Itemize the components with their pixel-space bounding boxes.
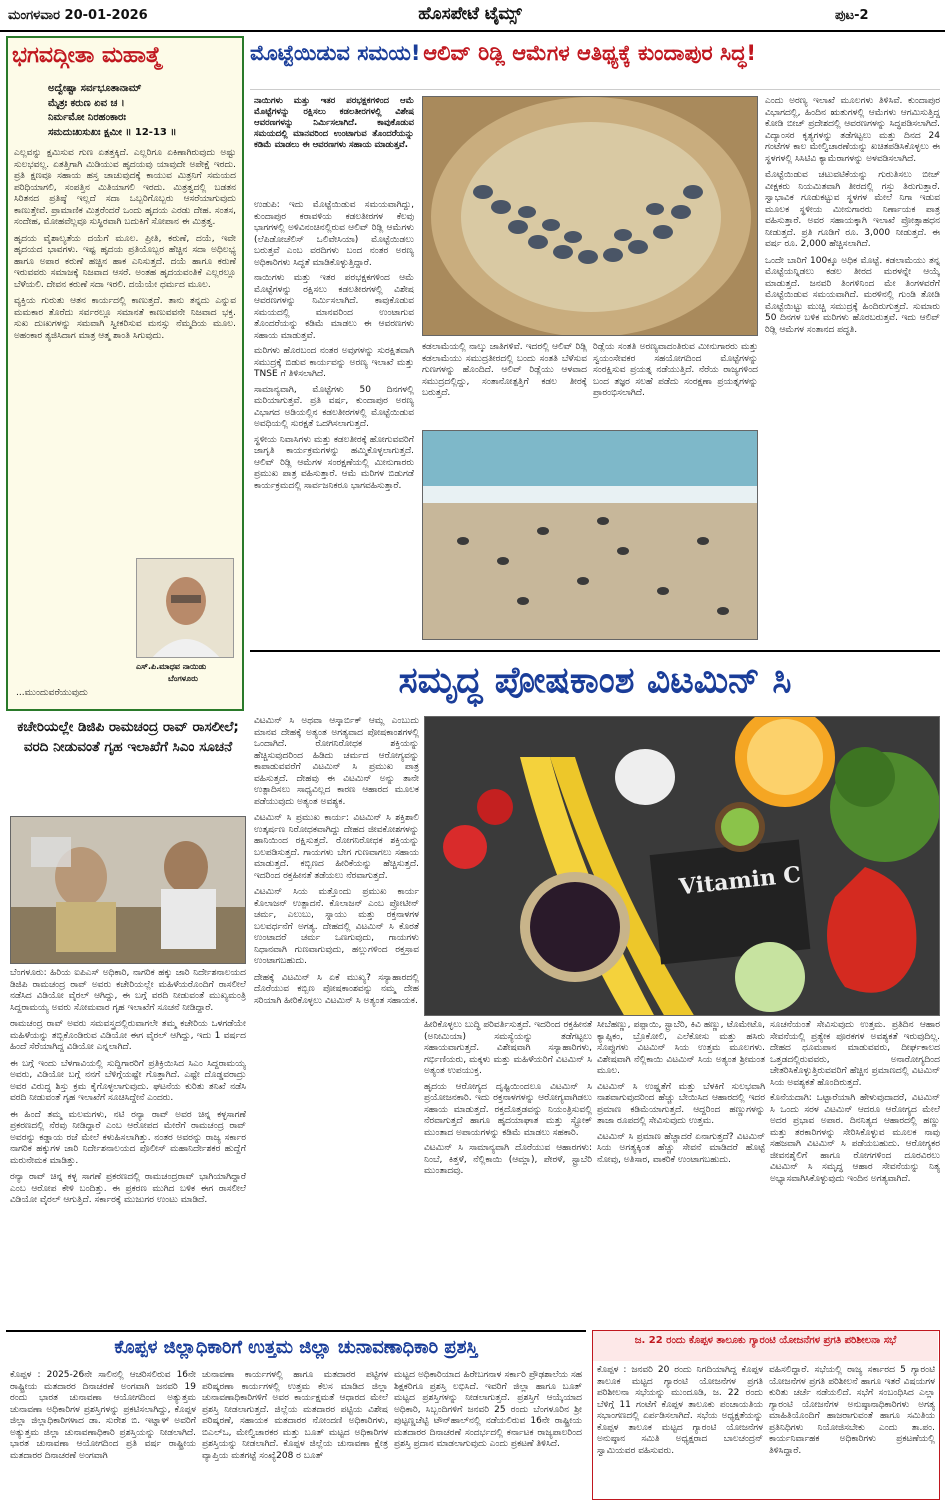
author-name: ಎಸ್.ಪಿ.ಮಾಧವ ನಾಯಿಡು [136, 662, 207, 671]
issue-date: ಮಂಗಳವಾರ 20-01-2026 [8, 8, 148, 23]
turtle-col4: ಎಂದು ಅರಣ್ಯ ಇಲಾಖೆ ಮೂಲಗಳು ತಿಳಿಸಿವೆ. ಕುಂದಾಪುರ ವಿಭಾಗದಲ್ಲಿ, ಹಿಂದಿನ ಋತುಗಳಲ್ಲಿ ಆಮೆಗಳು ಆಗಮಿಸುತ್ತಿದ್ದ ಕೋಡಿ ಬೀಚ್ ಪ್ರದೇಶದಲ್ಲಿ ಆವರಣಗಳನ್ನು ಸಿದ್ಧಪಡಿಸಲಾಗಿದೆ. ವಿದ್ಯಾಂಸರ ಕೃತ್ಯಗಳನ್ನು ತಡೆಗಟ್ಟಲು ಮತ್ತು ದಿನದ 24 ಗಂಟೆಗಳ ಕಾಲ ಮೇಲ್ವಿಚಾರಣೆಯನ್ನು ಖಚಿತಪಡಿಸಿಕೊಳ್ಳಲು ಈ ಸ್ಥಳಗಳಲ್ಲಿ ಸಿಸಿಟಿವಿ ಕ್ಯಾಮೆರಾಗಳನ್ನು ಅಳವಡಿಸಲಾಗಿದೆ. ಮೊಟ್ಟೆಯಿಡುವ ಚಟುವಟಿಕೆಯನ್ನು ಗುರುತಿಸಲು ಬೀಚ್ ವೀಕ್ಷಕರು ನಿಯಮಿತವಾಗಿ ತೀರದಲ್ಲಿ ಗಸ್ತು ತಿರುಗುತ್ತಾರೆ. ಸ್ವಾಭಾವಿಕ ಗೂಡುಕಟ್ಟುವ ಸ್ಥಳಗಳ ಮೇಲೆ ನಿಗಾ ಇಡುವ ಮೂಲಕ ಸ್ಥಳೀಯ ಮೀನುಗಾರರು ನಿರ್ಣಾಯಕ ಪಾತ್ರ ವಹಿಸುತ್ತಾರೆ. ಅವರ ಸಹಾಯಕ್ಕಾಗಿ ಇಲಾಖೆ ಪ್ರೋತ್ಸಾಹಧನ ನೀಡುತ್ತದೆ. ಪ್ರತಿ ಗೂಡಿಗೆ ರೂ. 3,000 ನೀಡುತ್ತದೆ. ಈ ವರ್ಷ ರೂ. 2,000 ಹೆಚ್ಚಿಸಲಾಗಿದೆ. ಒಂದೇ ಬಾರಿಗೆ 100ಕ್ಕೂ ಅಧಿಕ ಮೊಟ್ಟೆ. ಕಡಲಾಮೆಯು ತನ್ನ ಮೊಟ್ಟೆಯನ್ನಿಡಲು ಕಡಲ ತೀರದ ಮರಳನ್ನೇ ಆಯ್ಕೆ ಮಾಡುತ್ತದೆ. ಜನವರಿ ತಿಂಗಳಿನಿಂದ ಮೇ ತಿಂಗಳವರೆಗೆ ಮೊಟ್ಟೆಯಿಡುವ ಸಮಯವಾಗಿದೆ. ಮರಳಿನಲ್ಲಿ ಗುಂಡಿ ತೋಡಿ ಮೊಟ್ಟೆಯಿಟ್ಟು ಮುಚ್ಚಿ ಸಮುದ್ರಕ್ಕೆ ಹಿಂದಿರುಗುತ್ತದೆ. ಸುಮಾರು 50 ದಿನಗಳ ಬಳಿಕ ಮರಿಗಳು ಹೊರಬರುತ್ತವೆ. ಇದು ಆಲಿವ್ ರಿಡ್ಲಿ ಆಮೆಗಳ ಸಂತಾನದ ಪದ್ಧತಿ. [765, 96, 940, 335]
turtle-col3: ರಿಡ್ಲೆಯ ಸಂತತಿ ಅರಣ್ಯವಾದಂತಿರುವ ಮೀನುಗಾರರು ಮತ್ತು ಸ್ವಯಂಸೇವಕರ ಸಹಯೋಗದಿಂದ ಮೊಟ್ಟೆಗಳನ್ನು ಸಂರಕ್ಷಿಸುವ ಪ್ರಯತ್ನ ನಡೆಯುತ್ತಿದೆ. ನೆರೆಯ ರಾಜ್ಯಗಳಿಂದ ಬಂದ ತಜ್ಞರ ಸಲಹೆ ಪಡೆದು ಸಂರಕ್ಷಣಾ ಪ್ರಯತ್ನಗಳನ್ನು ಪ್ರಾರಂಭಿಸಲಾಗಿದೆ. [593, 342, 758, 399]
gita-paragraph: ವ್ಯಕ್ತಿಯ ಗುರುತು ಆತನ ಕಾರ್ಯದಲ್ಲಿ ಕಾಣುತ್ತದೆ. ತಾನು ತನ್ನದು ಎನ್ನುವ ಮಮಕಾರ ತೊರೆದು ಸರ್ವರಲ್ಲೂ ಸಮಾನತೆ ಕಾಣುವವನೇ ನಿಜವಾದ ಭಕ್ತ. ಸುಖ ದುಃಖಗಳನ್ನು ಸಮವಾಗಿ ಸ್ವೀಕರಿಸುವ ಮನಸ್ಸು ನೆಮ್ಮದಿಯ ಮೂಲ. ಅಹಂಕಾರ ತ್ಯಜಿಸಿದಾಗ ಮಾತ್ರ ಆತ್ಮ ಶಾಂತಿ ಸಿಗುವುದು. [14, 296, 236, 341]
vitamin-photo [424, 716, 940, 1016]
author-photo [136, 558, 234, 658]
gita-title: ಭಗವದ್ಗೀತಾ ಮಹಾತ್ಮೆ [12, 43, 162, 68]
turtle-col1: ಉಡುಪಿ: ಇದು ಮೊಟ್ಟೆಯಿಡುವ ಸಮಯವಾಗಿದ್ದು, ಕುಂದಾಪುರ ಕರಾವಳಿಯ ಕಡಲತೀರಗಳ ಕೆಲವು ಭಾಗಗಳಲ್ಲಿ ಅಳಿವಿನಂಚಿನಲ್ಲಿರುವ ಆಲಿವ್ ರಿಡ್ಲಿ ಆಮೆಗಳು (ಲೆಪಿಡೋಚೆಲಿಸ್ ಒಲಿವೇಸಿಯಾ) ಮೊಟ್ಟೆಯಿಡಲು ಬರುತ್ತವೆ ಎಂಬ ವರದಿಗಳು ಬಂದ ನಂತರ ಅರಣ್ಯ ಅಧಿಕಾರಿಗಳು ಸಿದ್ಧತೆ ಮಾಡಿಕೊಳ್ಳುತ್ತಿದ್ದಾರೆ. ನಾಯಿಗಳು ಮತ್ತು ಇತರ ಪರಭಕ್ಷಕಗಳಿಂದ ಆಮೆ ಮೊಟ್ಟೆಗಳನ್ನು ರಕ್ಷಿಸಲು ಕಡಲತೀರಗಳಲ್ಲಿ ವಿಶೇಷ ಆವರಣಗಳನ್ನು ನಿರ್ಮಿಸಲಾಗಿದೆ. ಕಾವುಕೊಡುವ ಸಮಯದಲ್ಲಿ ಮಾನವರಿಂದ ಉಂಟಾಗುವ ತೊಂದರೆಯನ್ನು ಕಡಿಮೆ ಮಾಡಲು ಈ ಆವರಣಗಳು ಸಹಾಯ ಮಾಡುತ್ತವೆ. ಮರಿಗಳು ಹೊರಬಂದ ನಂತರ ಅವುಗಳನ್ನು ಸುರಕ್ಷಿತವಾಗಿ ಸಮುದ್ರಕ್ಕೆ ಬಿಡುವ ಕಾರ್ಯವನ್ನು ಅರಣ್ಯ ಇಲಾಖೆ ಮತ್ತು TNSE ಗೆ ತಿಳಿಸಲಾಗಿದೆ. ಸಾಮಾನ್ಯವಾಗಿ, ಮೊಟ್ಟೆಗಳು 50 ದಿನಗಳಲ್ಲಿ ಮರಿಯಾಗುತ್ತವೆ. ಪ್ರತಿ ವರ್ಷ, ಕುಂದಾಪುರ ಅರಣ್ಯ ವಿಭಾಗದ ಅಡಿಯಲ್ಲಿನ ಕಡಲತೀರಗಳಲ್ಲಿ ಮೊಟ್ಟೆಯಿಡುವ ಅವಧಿಯಲ್ಲಿ ಸುರಕ್ಷತೆ ಒದಗಿಸಲಾಗುತ್ತದೆ. ಸ್ಥಳೀಯ ನಿವಾಸಿಗಳು ಮತ್ತು ಕಡಲತೀರಕ್ಕೆ ಹೋಗುವವರಿಗೆ ಜಾಗೃತಿ ಕಾರ್ಯಕ್ರಮಗಳನ್ನು ಹಮ್ಮಿಕೊಳ್ಳಲಾಗುತ್ತದೆ. ಆಲಿವ್ ರಿಡ್ಲಿ ಆಮೆಗಳ ಸಂರಕ್ಷಣೆಯಲ್ಲಿ ಮೀನುಗಾರರು ಪ್ರಮುಖ ಪಾತ್ರ ವಹಿಸುತ್ತಾರೆ. ಆಮೆ ಮರಿಗಳ ಬಿಡುಗಡೆ ಕಾರ್ಯಕ್ರಮದಲ್ಲಿ ಸಾರ್ವಜನಿಕರೂ ಭಾಗವಹಿಸುತ್ತಾರೆ. [254, 200, 414, 491]
turtle-beach-icon [423, 431, 758, 640]
award-col1: ಕೊಪ್ಪಳ : 2025-26ನೇ ಸಾಲಿನಲ್ಲಿ ಆಚರಿಸಲಿರುವ 16ನೇ ರಾಷ್ಟ್ರೀಯ ಮತದಾರರ ದಿನಾಚರಣೆ ಅಂಗವಾಗಿ ಜನವರಿ 19 ರಂದು ಭಾರತ ಚುನಾವಣಾ ಆಯೋಗದಿಂದ ಅತ್ಯುತ್ತಮ ಚುನಾವಣಾ ಅಧಿಕಾರಿಗಳ ಪ್ರಶಸ್ತಿಗಳನ್ನು ಪ್ರಕಟಿಸಲಾಗಿದ್ದು, ಕೊಪ್ಪಳ ಜಿಲ್ಲಾ ಜಿಲ್ಲಾಧಿಕಾರಿಗಳಾದ ಡಾ. ಸುರೇಶ ಬಿ. ಇಟ್ನಾಳ್ ಅವರಿಗೆ ಅತ್ಯುತ್ತಮ ಜಿಲ್ಲಾ ಚುನಾವಣಾಧಿಕಾರಿ ಪ್ರಶಸ್ತಿಯನ್ನು ನೀಡಲಾಗಿದೆ. ಭಾರತ ಚುನಾವಣಾ ಆಯೋಗದಿಂದ ಪ್ರತಿ ವರ್ಷ ರಾಷ್ಟ್ರೀಯ ಮತದಾರರ ದಿನಾಚರಣೆ ಅಂಗವಾಗಿ [10, 1370, 196, 1461]
award-col3: ಮಟ್ಟದ ಅಧಿಕಾರಿಯಾದ ಹಿರೇಬಗನಾಳ ಸರ್ಕಾರಿ ಪ್ರೌಢಶಾಲೆಯ ಸಹ ಶಿಕ್ಷಕರಿಗೂ ಪ್ರಶಸ್ತಿ ಲಭಿಸಿದೆ. ಇವರಿಗೆ ಜಿಲ್ಲಾ ಹಾಗೂ ಬೂತ್ ಮಟ್ಟದ ಪ್ರಶಸ್ತಿಗಳನ್ನು ನೀಡಲಾಗುತ್ತದೆ. ಪ್ರಶಸ್ತಿಗೆ ಆಯ್ಕೆಯಾದ ಅಧಿಕಾರಿ, ಸಿಬ್ಬಂದಿಗಳಿಗೆ ಜನವರಿ 25 ರಂದು ಬೆಂಗಳೂರಿನ ಶ್ರೀ ಪುಟ್ಟಣ್ಣಚೆಟ್ಟಿ ಟೌನ್‌ಹಾಲ್‌ನಲ್ಲಿ ನಡೆಯಲಿರುವ 16ನೇ ರಾಷ್ಟ್ರೀಯ ಮತದಾರರ ದಿನಾಚರಣೆ ಸಂದರ್ಭದಲ್ಲಿ ಕರ್ನಾಟಕ ರಾಜ್ಯಪಾಲರಿಂದ ಪ್ರಶಸ್ತಿ ಪ್ರದಾನ ಮಾಡಲಾಗುವುದು ಎಂದು ಪ್ರಕಟಣೆ ತಿಳಿಸಿದೆ. [394, 1370, 582, 1450]
police-body: ಬೆಂಗಳೂರು: ಹಿರಿಯ ಐಪಿಎಸ್ ಅಧಿಕಾರಿ, ನಾಗರಿಕ ಹಕ್ಕು ಜಾರಿ ನಿರ್ದೇಶನಾಲಯದ ಡಿಜಿಪಿ ರಾಮಚಂದ್ರ ರಾವ್ ಅವರು ಕಚೇರಿಯಲ್ಲೇ ಮಹಿಳೆಯರೊಂದಿಗೆ ರಾಸಲೀಲೆ ನಡೆಸಿದ ವಿಡಿಯೋ ವೈರಲ್ ಆಗಿದ್ದು, ಈ ಬಗ್ಗೆ ವರದಿ ನೀಡುವಂತೆ ಮುಖ್ಯಮಂತ್ರಿ ಸಿದ್ದರಾಮಯ್ಯ ಅವರು ಸೋಮವಾರ ಗೃಹ ಇಲಾಖೆಗೆ ಸೂಚನೆ ನೀಡಿದ್ದಾರೆ. ರಾಮಚಂದ್ರ ರಾವ್ ಅವರು ಸಮವಸ್ತ್ರದಲ್ಲಿರುವಾಗಲೇ ತಮ್ಮ ಕಚೇರಿಯ ಒಳಗಡೆಯೇ ಮಹಿಳೆಯನ್ನು ತಬ್ಬಿಕೊಂಡಿರುವ ವಿಡಿಯೋ ಈಗ ವೈರಲ್ ಆಗಿದ್ದು, ಇದು 1 ವರ್ಷದ ಹಿಂದೆ ಸೆರೆಯಾಗಿದ್ದ ವಿಡಿಯೋ ಎನ್ನಲಾಗಿದೆ. ಈ ಬಗ್ಗೆ ಇಂದು ಬೆಳಗಾವಿಯಲ್ಲಿ ಸುದ್ದಿಗಾರರಿಗೆ ಪ್ರತಿಕ್ರಿಯಿಸಿದ ಸಿಎಂ ಸಿದ್ದರಾಮಯ್ಯ ಅವರು, ವಿಡಿಯೋ ಬಗ್ಗೆ ನನಗೆ ಬೆಳಿಗ್ಗೆಯಷ್ಟೇ ಗೊತ್ತಾಗಿದೆ. ಎಷ್ಟೇ ದೊಡ್ಡವರಾದ್ರು ಅವರ ವಿರುದ್ಧ ಶಿಸ್ತು ಕ್ರಮ ಕೈಗೊಳ್ಳಲಾಗುವುದು. ಘಟನೆಯ ಕುರಿತು ತನಿಖೆ ನಡೆಸಿ ವರದಿ ನೀಡುವಂತೆ ಗೃಹ ಇಲಾಖೆಗೆ ಸೂಚಿಸಿದ್ದೇನೆ ಎಂದರು. ಈ ಹಿಂದೆ ತಮ್ಮ ಮಲಮಗಳು, ನಟಿ ರನ್ಯಾ ರಾವ್ ಅವರ ಚಿನ್ನ ಕಳ್ಳಸಾಗಣೆ ಪ್ರಕರಣದಲ್ಲಿ ನೆರವು ನೀಡಿದ್ದಾರೆ ಎಂಬ ಆರೋಪದ ಮೇರೆಗೆ ರಾಮಚಂದ್ರ ರಾವ್ ಅವರನ್ನು ಕಡ್ಡಾಯ ರಜೆ ಮೇಲೆ ಕಳುಹಿಸಲಾಗಿತ್ತು. ನಂತರ ಅವರನ್ನು ರಾಜ್ಯ ಸರ್ಕಾರ ನಾಗರಿಕ ಹಕ್ಕುಗಳ ಜಾರಿ ನಿರ್ದೇಶನಾಲಯದ ಪೊಲೀಸ್ ಮಹಾನಿರ್ದೇಶಕರ ಹುದ್ದೆಗೆ ಮರುನೇಮಕ ಮಾಡಿತ್ತು. ರನ್ಯಾ ರಾವ್ ಚಿನ್ನ ಕಳ್ಳ ಸಾಗಣೆ ಪ್ರಕರಣದಲ್ಲಿ ರಾಮಚಂದ್ರರಾವ್ ಭಾಗಿಯಾಗಿದ್ದಾರೆ ಎಂಬ ಆರೋಪ ಕೇಳಿ ಬಂದಿತ್ತು. ಈ ಪ್ರಕರಣ ಮುಗಿದ ಬಳಿಕ ಈಗ ರಾಸಲೀಲೆ ವಿಡಿಯೋ ವೈರಲ್ ಆಗುತ್ತಿದೆ. ಸರ್ಕಾರಕ್ಕೆ ಮುಜುಗರ ಉಂಟು ಮಾಡಿದೆ. [10, 968, 246, 1206]
masthead-title: ಹೊಸಪೇಟೆ ಟೈಮ್ಸ್ [418, 4, 522, 24]
vitamin-left-col: ವಿಟಮಿನ್ ಸಿ ಅಥವಾ ಆಸ್ಕಾರ್ಬಿಕ್ ಆಮ್ಲ ಎಂಬುದು ಮಾನವ ದೇಹಕ್ಕೆ ಅತ್ಯಂತ ಅಗತ್ಯವಾದ ಪೋಷಕಾಂಶಗಳಲ್ಲಿ ಒಂದಾಗಿದೆ. ರೋಗನಿರೋಧಕ ಶಕ್ತಿಯನ್ನು ಹೆಚ್ಚಿಸುವುದರಿಂದ ಹಿಡಿದು ಚರ್ಮದ ಆರೋಗ್ಯವನ್ನು ಕಾಪಾಡುವವರೆಗೆ ವಿಟಮಿನ್ ಸಿ ಪ್ರಮುಖ ಪಾತ್ರ ವಹಿಸುತ್ತದೆ. ದೇಹವು ಈ ವಿಟಮಿನ್ ಅನ್ನು ತಾನೇ ಉತ್ಪಾದಿಸಲು ಸಾಧ್ಯವಿಲ್ಲದ ಕಾರಣ ಆಹಾರದ ಮೂಲಕ ಪಡೆಯುವುದು ಅತ್ಯಂತ ಅವಶ್ಯಕ. ವಿಟಮಿನ್ ಸಿ ಪ್ರಮುಖ ಕಾರ್ಯ: ವಿಟಮಿನ್ ಸಿ ಶಕ್ತಿಶಾಲಿ ಉತ್ಕರ್ಷಣ ನಿರೋಧಕವಾಗಿದ್ದು ದೇಹದ ಜೀವಕೋಶಗಳನ್ನು ಹಾನಿಯಿಂದ ರಕ್ಷಿಸುತ್ತದೆ. ರೋಗನಿರೋಧಕ ಶಕ್ತಿಯನ್ನು ಬಲಪಡಿಸುತ್ತದೆ. ಗಾಯಗಳು ಬೇಗ ಗುಣವಾಗಲು ಸಹಾಯ ಮಾಡುತ್ತದೆ. ಕಬ್ಬಿಣದ ಹೀರಿಕೆಯನ್ನು ಹೆಚ್ಚಿಸುತ್ತದೆ. ಇದರಿಂದ ರಕ್ತಹೀನತೆ ತಡೆಯಲು ನೆರವಾಗುತ್ತದೆ. ವಿಟಮಿನ್ ಸಿಯ ಮತ್ತೊಂದು ಪ್ರಮುಖ ಕಾರ್ಯ ಕೊಲಾಜನ್ ಉತ್ಪಾದನೆ. ಕೊಲಾಜನ್ ಎಂಬ ಪ್ರೋಟೀನ್ ಚರ್ಮ, ಎಲುಬು, ಸ್ನಾಯು ಮತ್ತು ರಕ್ತನಾಳಗಳ ಬಲವರ್ಧನೆಗೆ ಅಗತ್ಯ. ದೇಹದಲ್ಲಿ ವಿಟಮಿನ್ ಸಿ ಕೊರತೆ ಉಂಟಾದರೆ ಚರ್ಮ ಒಣಗುವುದು, ಗಾಯಗಳು ನಿಧಾನವಾಗಿ ಗುಣವಾಗುವುದು, ಹಲ್ಲುಗಳಿಂದ ರಕ್ತಸ್ರಾವ ಉಂಟಾಗಬಹುದು. ದೇಹಕ್ಕೆ ವಿಟಮಿನ್ ಸಿ ಏಕೆ ಮುಖ್ಯ? ಸಸ್ಯಾಹಾರದಲ್ಲಿ ದೊರೆಯುವ ಕಬ್ಬಿಣ ಪೋಷಕಾಂಶವನ್ನು ನಮ್ಮ ದೇಹ ಸರಿಯಾಗಿ ಹೀರಿಕೊಳ್ಳಲು ವಿಟಮಿನ್ ಸಿ ಅತ್ಯಂತ ಸಹಾಯಕ. [254, 716, 419, 1006]
award-col2: ಚುನಾವಣಾ ಕಾರ್ಯಗಳಲ್ಲಿ ಹಾಗೂ ಮತದಾರರ ಪಟ್ಟಿಗಳ ಪರಿಷ್ಕರಣಾ ಕಾರ್ಯಗಳಲ್ಲಿ ಉತ್ತಮ ಕೆಲಸ ಮಾಡಿದ ಜಿಲ್ಲಾ ಚುನಾವಣಾಧಿಕಾರಿಗಳಿಗೆ ಅವರ ಕಾರ್ಯಕ್ಷಮತೆ ಆಧಾರದ ಮೇಲೆ ಪ್ರಶಸ್ತಿ ನೀಡಲಾಗುತ್ತದೆ. ಜಿಲ್ಲೆಯ ಮತದಾರರ ಪಟ್ಟಿಯ ವಿಶೇಷ ಪರಿಷ್ಕರಣೆ, ಸಹಾಯಕ ಮತದಾರರ ನೋಂದಣಿ ಅಧಿಕಾರಿಗಳು, ಬಿಎಲ್‌ಒ, ಮೇಲ್ವಿಚಾರಕರ ಮತ್ತು ಬೂತ್ ಮಟ್ಟದ ಅಧಿಕಾರಿಗಳ ಪ್ರಶಸ್ತಿಯನ್ನು ನೀಡಲಾಗಿದೆ. ಕೊಪ್ಪಳ ಜಿಲ್ಲೆಯ ಚುನಾವಣಾ ಕ್ಷೇತ್ರ ವ್ಯಾಪ್ತಿಯ ಮತಗಟ್ಟೆ ಸಂಖ್ಯೆ208 ರ ಬೂತ್ [202, 1370, 388, 1461]
turtle-basket-icon [423, 97, 758, 336]
page-number: ಪುಟ-2 [835, 8, 869, 23]
turtle-headline-a: ಮೊಟ್ಟೆಯಿಡುವ ಸಮಯ! [250, 41, 421, 65]
turtle-col2: ಕಡಲಾಮೆಯಲ್ಲಿ ನಾಲ್ಕು ಜಾತಿಗಳಿವೆ. ಇದರಲ್ಲಿ ಆಲಿವ್ ರಿಡ್ಲಿ ಕಡಲಾಮೆಯು ಸಮುದ್ರತೀರದಲ್ಲಿ ಬಂದು ಸಂತತಿ ಬೆಳೆಸುವ ಗುಣಗಳನ್ನು ಹೊಂದಿದೆ. ಆಲಿವ್ ರಿಡ್ಲೆಯು ಆಳವಾದ ಸಮುದ್ರದಲ್ಲಿದ್ದು, ಸಂತಾನೋತ್ಪತ್ತಿಗೆ ಕಡಲ ತೀರಕ್ಕೆ ಬರುತ್ತದೆ. [422, 342, 587, 399]
fruits-vegetables-icon [425, 717, 940, 1016]
turtle-deck: ನಾಯಿಗಳು ಮತ್ತು ಇತರ ಪರಭಕ್ಷಕಗಳಿಂದ ಆಮೆ ಮೊಟ್ಟೆಗಳನ್ನು ರಕ್ಷಿಸಲು ಕಡಲತೀರಗಳಲ್ಲಿ ವಿಶೇಷ ಆವರಣಗಳನ್ನು ನಿರ್ಮಿಸಲಾಗಿದೆ. ಕಾವುಕೊಡುವ ಸಮಯದಲ್ಲಿ ಮಾನವರಿಂದ ಉಂಟಾಗುವ ತೊಂದರೆಯನ್ನು ಕಡಿಮೆ ಮಾಡಲು ಈ ಆವರಣಗಳು ಸಹಾಯ ಮಾಡುತ್ತವೆ. [254, 96, 414, 150]
guarantee-box [592, 1330, 940, 1500]
vitamin-col2: ಸೀಬೆಹಣ್ಣು, ಪಪ್ಪಾಯಿ, ಸ್ಟ್ರಾಬೆರಿ, ಕಿವಿ ಹಣ್ಣು, ಟೊಮೇಟೊ, ಕ್ಯಾಪ್ಸಿಕಂ, ಬ್ರೊಕೋಲಿ, ಎಲೆಕೋಸು ಮತ್ತು ಹಸಿರು ಸೊಪ್ಪುಗಳು ವಿಟಮಿನ್ ಸಿಯ ಉತ್ತಮ ಮೂಲಗಳು. ವಿಶೇಷವಾಗಿ ನೆಲ್ಲಿಕಾಯಿ ವಿಟಮಿನ್ ಸಿಯ ಅತ್ಯಂತ ಶ್ರೀಮಂತ ಮೂಲ. ವಿಟಮಿನ್ ಸಿ ಉಷ್ಣತೆಗೆ ಮತ್ತು ಬೆಳಕಿಗೆ ಸುಲಭವಾಗಿ ನಾಶವಾಗುವುದರಿಂದ ಹೆಚ್ಚು ಬೇಯಿಸಿದ ಆಹಾರದಲ್ಲಿ ಇದರ ಪ್ರಮಾಣ ಕಡಿಮೆಯಾಗುತ್ತದೆ. ಆದ್ದರಿಂದ ಹಣ್ಣುಗಳನ್ನು ತಾಜಾ ರೂಪದಲ್ಲಿ ಸೇವಿಸುವುದು ಉತ್ತಮ. ವಿಟಮಿನ್ ಸಿ ಪ್ರಮಾಣ ಹೆಚ್ಚಾದರೆ ಏನಾಗುತ್ತದೆ? ವಿಟಮಿನ್ ಸಿಯ ಅಗತ್ಯಕ್ಕಿಂತ ಹೆಚ್ಚು ಸೇವನೆ ಮಾಡಿದರೆ ಹೊಟ್ಟೆ ನೋವು, ಅತಿಸಾರ, ವಾಕರಿಕೆ ಉಂಟಾಗಬಹುದು. [597, 1020, 765, 1165]
guarantee-col1: ಕೊಪ್ಪಳ : ಜನವರಿ 20 ರಂದು ನಿಗದಿಯಾಗಿದ್ದ ಕೊಪ್ಪಳ ತಾಲೂಕ ಮಟ್ಟದ ಗ್ಯಾರಂಟಿ ಯೋಜನೆಗಳ ಪ್ರಗತಿ ಪರಿಶೀಲನಾ ಸಭೆಯನ್ನು ಮುಂದೂಡಿ, ಜ. 22 ರಂದು ಬೆಳಿಗ್ಗೆ 11 ಗಂಟೆಗೆ ಕೊಪ್ಪಳ ತಾಲೂಕು ಪಂಚಾಯತಿಯ ಸಭಾಂಗಣದಲ್ಲಿ ಏರ್ಪಡಿಸಲಾಗಿದೆ. ಸಭೆಯ ಅಧ್ಯಕ್ಷತೆಯನ್ನು ಕೊಪ್ಪಳ ತಾಲೂಕ ಮಟ್ಟದ ಗ್ಯಾರಂಟಿ ಯೋಜನೆಗಳ ಅನುಷ್ಠಾನ ಸಮಿತಿ ಅಧ್ಯಕ್ಷರಾದ ಬಾಲಚಂದ್ರನ್ ಸ್ವಾಮಿಯವರ ವಹಿಸುವರು. [597, 1365, 763, 1456]
police-headline: ಕಚೇರಿಯಲ್ಲೇ ಡಿಜಿಪಿ ರಾಮಚಂದ್ರ ರಾವ್ ರಾಸಲೀಲೆ; ವರದಿ ನೀಡುವಂತೆ ಗೃಹ ಇಲಾಖೆಗೆ ಸಿಎಂ ಸೂಚನೆ [17, 719, 239, 755]
gita-shloka: ಅದ್ವೇಷ್ಟಾ ಸರ್ವಭೂತಾನಾಮ್ ಮೈತ್ರಃ ಕರುಣ ಏವ ಚ । ನಿರ್ಮಮೋ ನಿರಹಂಕಾರಃ ಸಮದುಃಖಸುಖಃ ಕ್ಷಮೀ ॥ 12-13 ॥ [48, 83, 177, 138]
vitamin-col1: ಹೀರಿಕೊಳ್ಳಲು ಬುದ್ಧಿ ಪರಿವರ್ತಿಸುತ್ತದೆ. ಇದರಿಂದ ರಕ್ತಹೀನತೆ (ಅನೀಮಿಯಾ) ಸಮಸ್ಯೆಯನ್ನು ತಡೆಗಟ್ಟಲು ಸಹಾಯವಾಗುತ್ತದೆ. ವಿಶೇಷವಾಗಿ ಸಸ್ಯಾಹಾರಿಗಳು, ಗರ್ಭಿಣಿಯರು, ಮಕ್ಕಳು ಮತ್ತು ಮಹಿಳೆಯರಿಗೆ ವಿಟಮಿನ್ ಸಿ ಅತ್ಯಂತ ಉಪಯುಕ್ತ. ಹೃದಯ ಆರೋಗ್ಯದ ದೃಷ್ಟಿಯಿಂದಲೂ ವಿಟಮಿನ್ ಸಿ ಪ್ರಯೋಜನಕಾರಿ. ಇದು ರಕ್ತನಾಳಗಳನ್ನು ಆರೋಗ್ಯವಾಗಿಡಲು ಸಹಾಯ ಮಾಡುತ್ತದೆ. ರಕ್ತದೊತ್ತಡವನ್ನು ನಿಯಂತ್ರಿಸುವಲ್ಲಿ ನೆರವಾಗುತ್ತದೆ ಹಾಗೂ ಹೃದಯಾಘಾತ ಮತ್ತು ಸ್ಟ್ರೋಕ್ ಮುಂತಾದ ಅಪಾಯಗಳನ್ನು ಕಡಿಮೆ ಮಾಡಲು ಸಹಕಾರಿ. ವಿಟಮಿನ್ ಸಿ ಸಾಮಾನ್ಯವಾಗಿ ದೊರೆಯುವ ಆಹಾರಗಳು: ನಿಂಬೆ, ಕಿತ್ತಳೆ, ನೆಲ್ಲಿಕಾಯಿ (ಆಮ್ಲಾ), ಪೇರಳೆ, ಸ್ಟ್ರಾಬೆರಿ ಮುಂತಾದವು. [424, 1020, 592, 1177]
gita-paragraph: ಎಲ್ಲವನ್ನು ಕ್ಷಮಿಸುವ ಗುಣ ಏತತ್ತಕ್ಕಿದೆ. ಎಲ್ಲರಿಗೂ ಏಕಿಣಾಗಿರುವುದು ಅಷ್ಟು ಸುಲಭವಲ್ಲ. ಏತತ್ತಿಗಾಗಿ ಮಿಡಿಯುವ ಹೃದಯವು ಯಾವುದೇ ಅಪೇಕ್ಷೆ ಇರದು. ಪ್ರತಿ ಕ್ಷಣವೂ ಸಹಾಯ ಹಸ್ತ ಚಾಚುವುದಕ್ಕೆ ಕಾಯುವ ಮಿತ್ರನಿಗೆ ಸಮಯದ ಪರಿಧಿಯಾಗಲಿ, ಸಂಪತ್ತಿನ ಮಿತಿಯಾಗಲಿ ಇರದು. ಮಿತ್ರತ್ವದಲ್ಲಿ ಬಡತನ ಸಿರಿತನದ ಪ್ರತಿಷ್ಠೆ ಇಲ್ಲದೆ ಸದಾ ಒಬ್ಬರಿಗೊಬ್ಬರು ಆಸರೆಯಾಗುವುದು ಕಾಣುತ್ತೇವೆ. ಪ್ರಾಮಾಣಿಕ ಮಿತ್ರರೆಂದರೆ ಒಂದು ಹೃದಯ ಎರಡು ದೇಹ. ಸಂತಸ, ಸಂದೇಹ, ಮೋಹವೆಲ್ಲವೂ ಸುಸ್ಥಿರವಾಗಿ ಬದುಕಿಗೆ ಸೋಪಾನ ಈ ಮಿತ್ರತ್ವ. [14, 148, 236, 228]
gita-body [14, 148, 236, 588]
gita-paragraph: ಹೃದಯ ವೈಶಾಲ್ಯತೆಯ ದಯೆಗೆ ಮೂಲ. ಪ್ರೀತಿ, ಕರುಣೆ, ದಯೆ, ಇವೇ ಹೃದಯದ ಭಾವಗಳು. ಇಷ್ಟ ಹೃದಯ ಪ್ರತಿಯೊಬ್ಬರ ಹೆಚ್ಚಿನ ಸದಾ ಅಧಿಲಭ್ಯ ಹಾಗೂ ಅಪಾರ ಕರುಣೆ ಹಚ್ಚಿನ ಹಾಕ ಎನಿಸುತ್ತದೆ. ದಯೆ ಹಾಗೂ ಕರುಣೆ ಇರುವವರು ಸಮಾಜಕ್ಕೆ ನಿಜವಾದ ಆಸರೆ. ಅಂತಹ ಹೃದಯವಂತಿಕೆ ಎಲ್ಲರಲ್ಲೂ ಬೆಳೆಯಲಿ. ದೇವನ ಕರುಣೆ ಸದಾ ಇರಲಿ. ದಯೆಯೇ ಧರ್ಮದ ಮೂಲ. [14, 233, 236, 290]
masthead [0, 0, 945, 32]
vitamin-board-text: Vitamin C [677, 861, 803, 901]
continued-note: ...ಮುಂದುವರೆಯುವುದು [16, 688, 88, 698]
award-headline: ಕೊಪ್ಪಳ ಜಿಲ್ಲಾಧಿಕಾರಿಗೆ ಉತ್ತಮ ಜಿಲ್ಲಾ ಚುನಾವಣಾಧಿಕಾರಿ ಪ್ರಶಸ್ತಿ [114, 1337, 478, 1358]
turtle-headline-b: ಆಲಿವ್ ರಿಡ್ಲಿ ಆಮೆಗಳ ಆತಿಥ್ಯಕ್ಕೆ ಕುಂದಾಪುರ ಸಿದ್ಧ! [423, 41, 756, 65]
vitamin-col3: ಸೂಚನೆಯಂತೆ ಸೇವಿಸುವುದು ಉತ್ತಮ. ಪ್ರತಿದಿನ ಆಹಾರ ಸೇವನೆಯಲ್ಲಿ ಪ್ರತ್ಯೇಕ ಪೂರಕಗಳ ಅವಶ್ಯಕತೆ ಇರುವುದಿಲ್ಲ. ದೇಹದ ಧೂಮಪಾನ ಮಾಡುವವರು, ದೀರ್ಘಕಾಲದ ಒತ್ತಡದಲ್ಲಿರುವವರು, ಅನಾರೋಗ್ಯದಿಂದ ಚೇತರಿಸಿಕೊಳ್ಳುತ್ತಿರುವವರಿಗೆ ಹೆಚ್ಚಿನ ಪ್ರಮಾಣದಲ್ಲಿ ವಿಟಮಿನ್ ಸಿಯ ಅವಶ್ಯಕತೆ ಹೊಂದಿರುತ್ತದೆ. ಕೊನೆಯದಾಗಿ: ಒಟ್ಟಾರೆಯಾಗಿ ಹೇಳುವುದಾದರೆ, ವಿಟಮಿನ್ ಸಿ ಒಂದು ಸರಳ ವಿಟಮಿನ್ ಆದರೂ ಆರೋಗ್ಯದ ಮೇಲೆ ಅದರ ಪ್ರಭಾವ ಅಪಾರ. ದಿನನಿತ್ಯದ ಆಹಾರದಲ್ಲಿ ಹಣ್ಣು ಮತ್ತು ತರಕಾರಿಗಳನ್ನು ಸೇರಿಸಿಕೊಳ್ಳುವ ಮೂಲಕ ನಾವು ಸಹಜವಾಗಿ ವಿಟಮಿನ್ ಸಿ ಪಡೆಯಬಹುದು. ಆರೋಗ್ಯಕರ ಜೀವನಶೈಲಿಗೆ ಹಾಗೂ ರೋಗಗಳಿಂದ ದೂರವಿರಲು ವಿಟಮಿನ್ ಸಿ ಸಮೃದ್ಧ ಆಹಾರ ಸೇವನೆಯನ್ನು ನಿತ್ಯ ಅಭ್ಯಾಸವಾಗಿಸಿಕೊಳ್ಳುವುದು ಇಂದಿನ ಅಗತ್ಯವಾಗಿದೆ. [770, 1020, 940, 1184]
author-city: ಬೆಂಗಳೂರು [168, 674, 198, 683]
turtle-headline [250, 40, 940, 90]
guarantee-col2: ವಹಿಸಲಿದ್ದಾರೆ. ಸಭೆಯಲ್ಲಿ ರಾಜ್ಯ ಸರ್ಕಾರದ 5 ಗ್ಯಾರಂಟಿ ಯೋಜನೆಗಳ ಪ್ರಗತಿ ಪರಿಶೀಲನೆ ಹಾಗೂ ಇತರೆ ವಿಷಯಗಳ ಕುರಿತು ಚರ್ಚೆ ನಡೆಯಲಿದೆ. ಸಭೆಗೆ ಸಂಬಂಧಿಸಿದ ಎಲ್ಲಾ ಗ್ಯಾರಂಟಿ ಯೋಜನೆಗಳ ಅನುಷ್ಠಾನಾಧಿಕಾರಿಗಳು ಅಗತ್ಯ ಮಾಹಿತಿಯೊಂದಿಗೆ ಹಾಜರಾಗುವಂತೆ ಹಾಗೂ ಸಮಿತಿಯ ಪ್ರತಿನಿಧಿಗಳು ನಿಯೋಜಿಸಬೇಕು ಎಂದು ತಾ.ಪಂ. ಕಾರ್ಯನಿರ್ವಾಹಕ ಅಧಿಕಾರಿಗಳು ಪ್ರಕಟಣೆಯಲ್ಲಿ ತಿಳಿಸಿದ್ದಾರೆ. [769, 1365, 935, 1456]
police-photo [10, 816, 246, 964]
turtle-beach-photo [422, 430, 758, 640]
turtle-basket-photo [422, 96, 758, 336]
author-portrait-icon [137, 559, 234, 658]
police-office-icon [11, 817, 246, 964]
gita-box [6, 36, 244, 711]
guarantee-headline: ಜ. 22 ರಂದು ಕೊಪ್ಪಳ ತಾಲೂಕು ಗ್ಯಾರಂಟಿ ಯೋಜನೆಗಳ ಪ್ರಗತಿ ಪರಿಶೀಲನಾ ಸಭೆ [593, 1331, 938, 1361]
award-box [6, 1330, 586, 1500]
vitamin-headline: ಸಮೃದ್ಧ ಪೋಷಕಾಂಶ ವಿಟಮಿನ್ ಸಿ [250, 650, 940, 710]
